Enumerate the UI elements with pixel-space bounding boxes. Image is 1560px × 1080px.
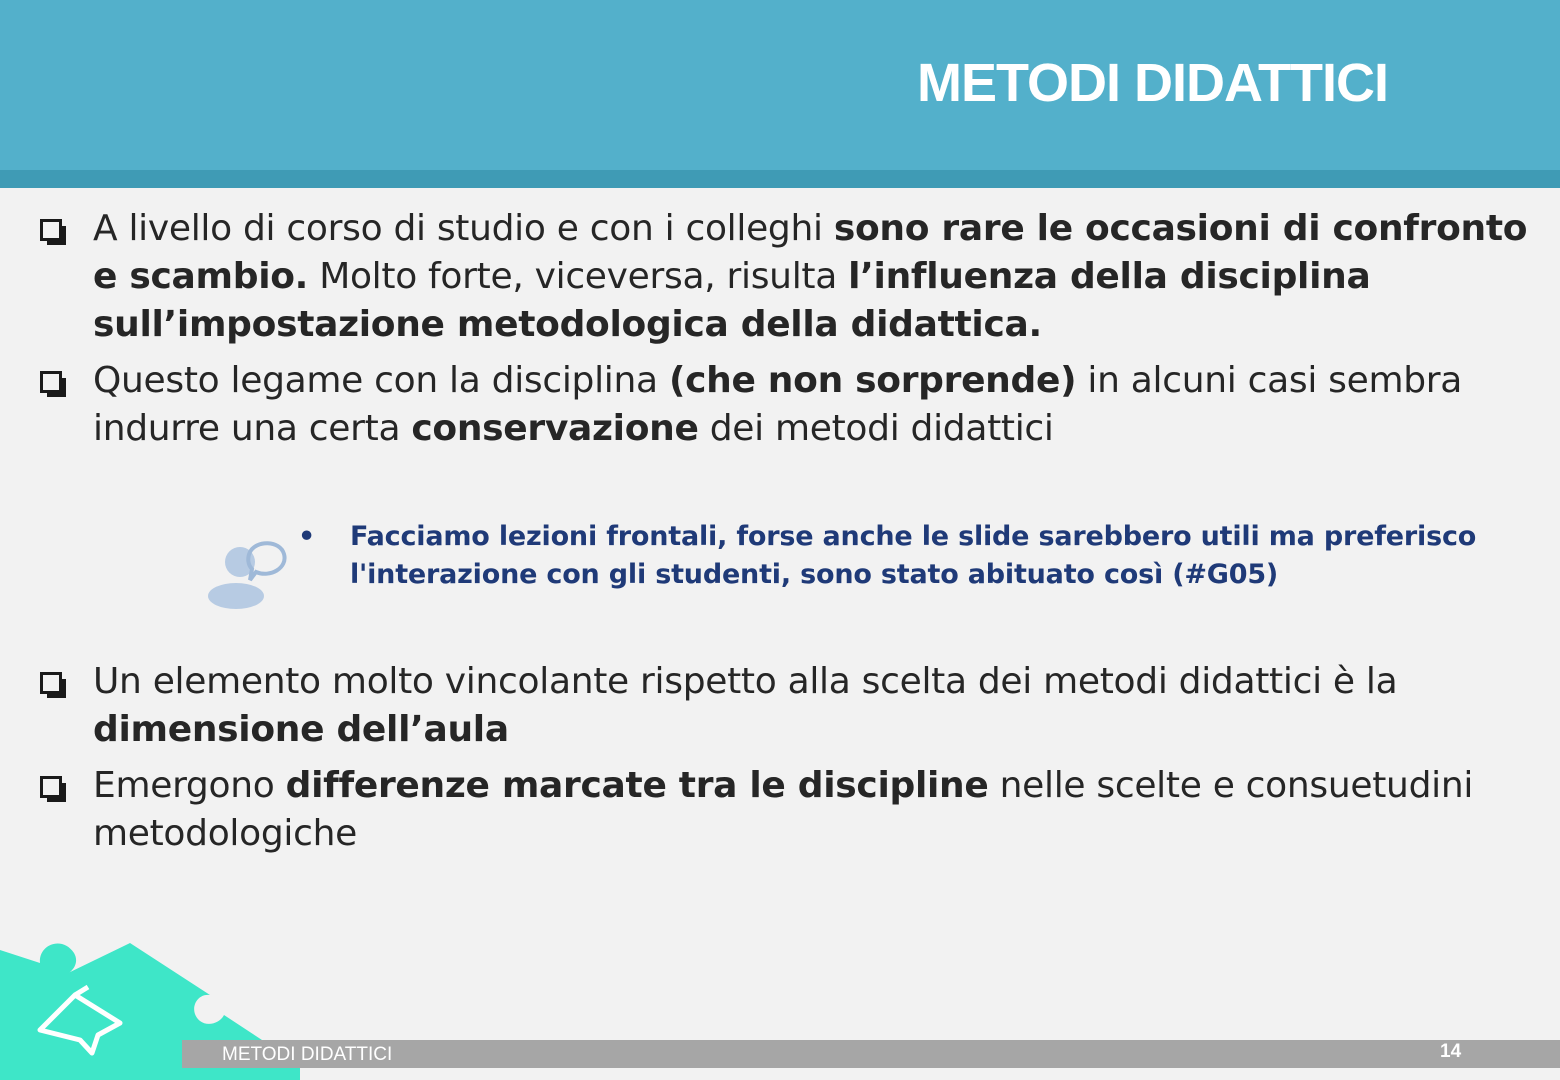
- footer-label: METODI DIDATTICI: [222, 1044, 393, 1065]
- quote-text: Facciamo lezioni frontali, forse anche le slide sarebbero utili ma preferisco l'interazione con gli studenti, sono stato abituato così (#G05): [350, 521, 1477, 590]
- quote-block: [298, 518, 1518, 594]
- bullet-text: A livello di corso di studio e con i colleghi sono rare le occasioni di confronto e scambio. Molto forte, viceversa, risulta l’influenza della disciplina sull’impostazione metodologica della didattica.: [93, 208, 1528, 345]
- bullet-list-top: [40, 205, 1530, 453]
- checkbox-bullet-icon: [40, 219, 62, 241]
- bullet-item: [40, 658, 1530, 754]
- bullet-text: Un elemento molto vincolante rispetto alla scelta dei metodi didattici è la dimensione dell’aula: [93, 661, 1398, 750]
- page-number: 14: [1440, 1041, 1462, 1062]
- checkbox-bullet-icon: [40, 672, 62, 694]
- header-stripe: [0, 170, 1560, 188]
- bullet-text: Emergono differenze marcate tra le discipline nelle scelte e consuetudini metodologiche: [93, 765, 1474, 854]
- bullet-item: [40, 762, 1530, 858]
- person-speech-icon: [204, 538, 290, 610]
- bullet-text: Questo legame con la disciplina (che non sorprende) in alcuni casi sembra indurre una certa conservazione dei metodi didattici: [93, 360, 1463, 449]
- bullet-list-bottom: [40, 658, 1530, 858]
- bullet-item: [40, 357, 1530, 453]
- slide-title: METODI DIDATTICI: [917, 53, 1388, 113]
- checkbox-bullet-icon: [40, 776, 62, 798]
- bullet-item: [40, 205, 1530, 349]
- quote-bullet: •: [298, 521, 316, 552]
- checkbox-bullet-icon: [40, 371, 62, 393]
